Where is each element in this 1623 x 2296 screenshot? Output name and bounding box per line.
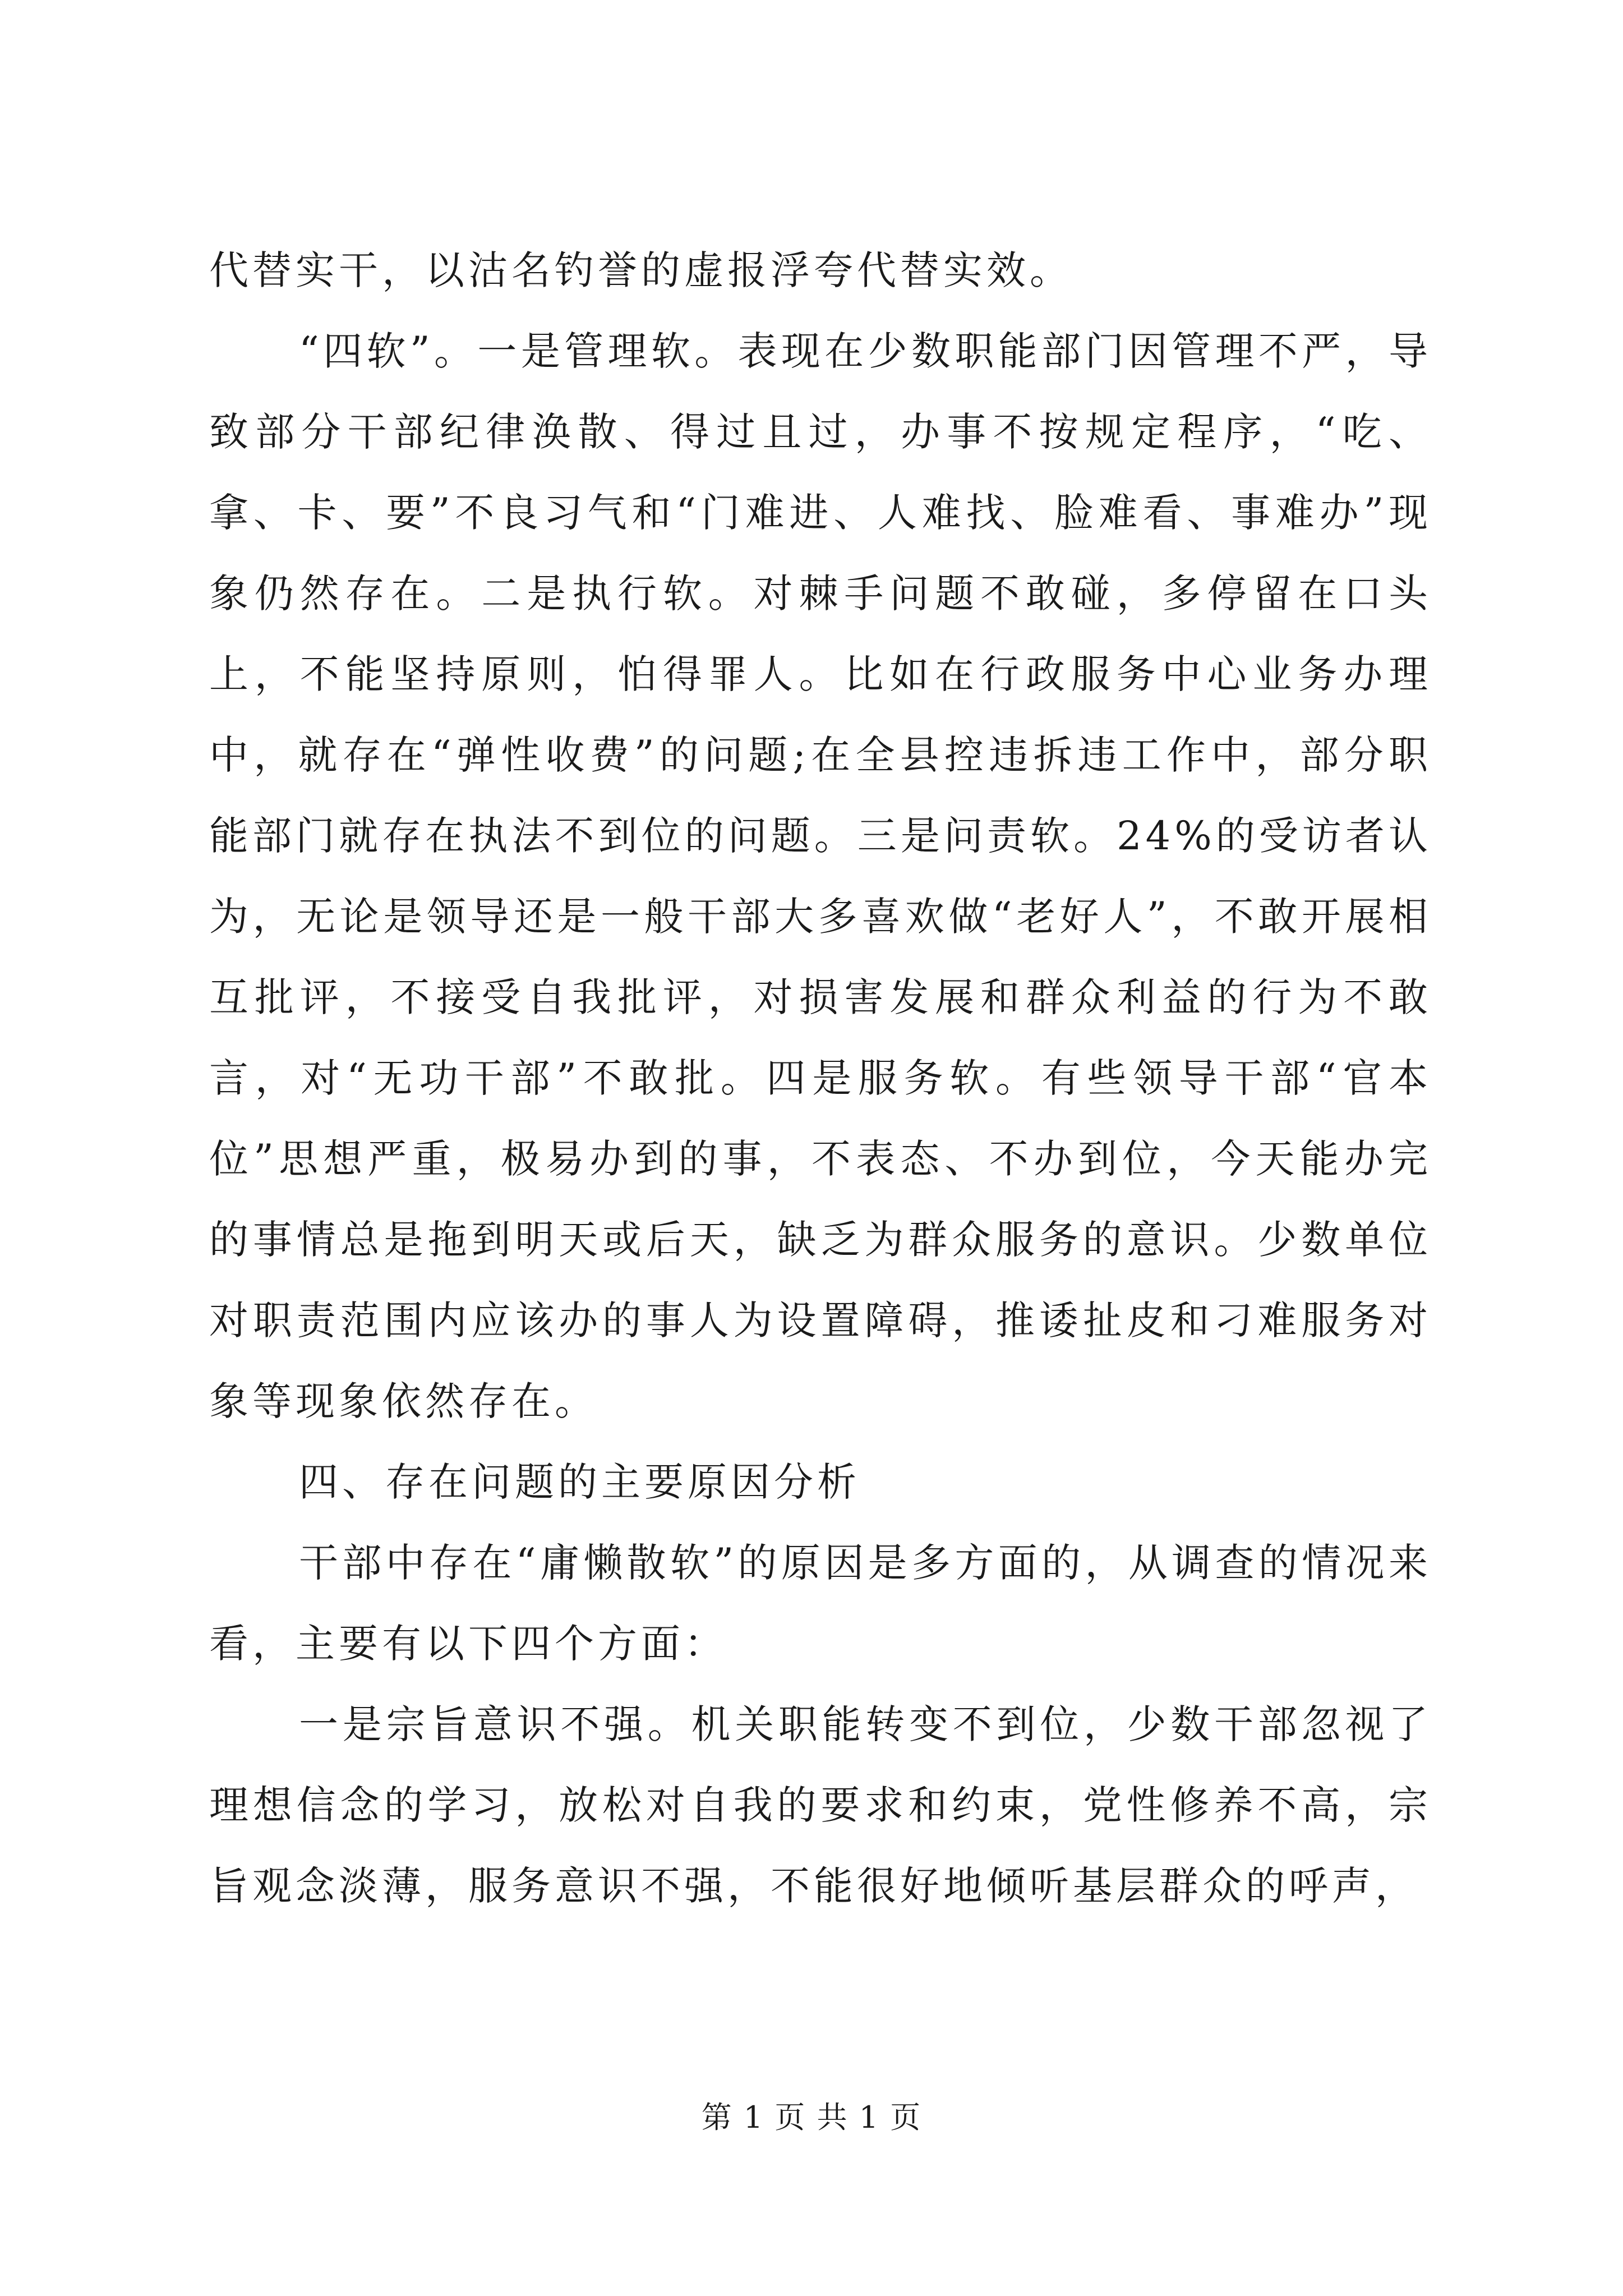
- section-heading-causes: 四、存在问题的主要原因分析: [299, 1459, 860, 1505]
- paragraph-continuation: 代替实干，以沽名钓誉的虚报浮夸代替实效。: [209, 247, 1073, 293]
- paragraph-four-soft: “四软”。一是管理软。表现在少数职能部门因管理不严，导致部分干部纪律涣散、得过且过，办事不按规定程序，“吃、拿、卡、要”不良习气和“门难进、人难找、脸难看、事难办”现象仍然存在。二是执行软。对棘手问题不敢碰，多停留在口头上，不能坚持原则，怕得罪人。比如在行政服务中心业务办理中，就存在“弹性收费”的问题;在全县控违拆违工作中，部分职能部门就存在执法不到位的问题。三是问责软。24%的受访者认为，无论是领导还是一般干部大多喜欢做“老好人”，不敢开展相互批评，不接受自我批评，对损害发展和群众利益的行为不敢言，对“无功干部”不敢批。四是服务软。有些领导干部“官本位”思想严重，极易办到的事，不表态、不办到位，今天能办完的事情总是拖到明天或后天，缺乏为群众服务的意识。少数单位对职责范围内应该办的事人为设置障碍，推诿扯皮和刁难服务对象等现象依然存在。: [209, 328, 1432, 1424]
- paragraph-cause-one: 一是宗旨意识不强。机关职能转变不到位，少数干部忽视了理想信念的学习，放松对自我的要求和约束，党性修养不高，宗旨观念淡薄，服务意识不强，不能很好地倾听基层群众的呼声，: [209, 1701, 1432, 1909]
- paragraph-causes-intro: 干部中存在“庸懒散软”的原因是多方面的，从调查的情况来看，主要有以下四个方面：: [209, 1540, 1432, 1667]
- document-body: [209, 230, 1432, 1926]
- page-footer: 第 1 页 共 1 页: [701, 2100, 922, 2135]
